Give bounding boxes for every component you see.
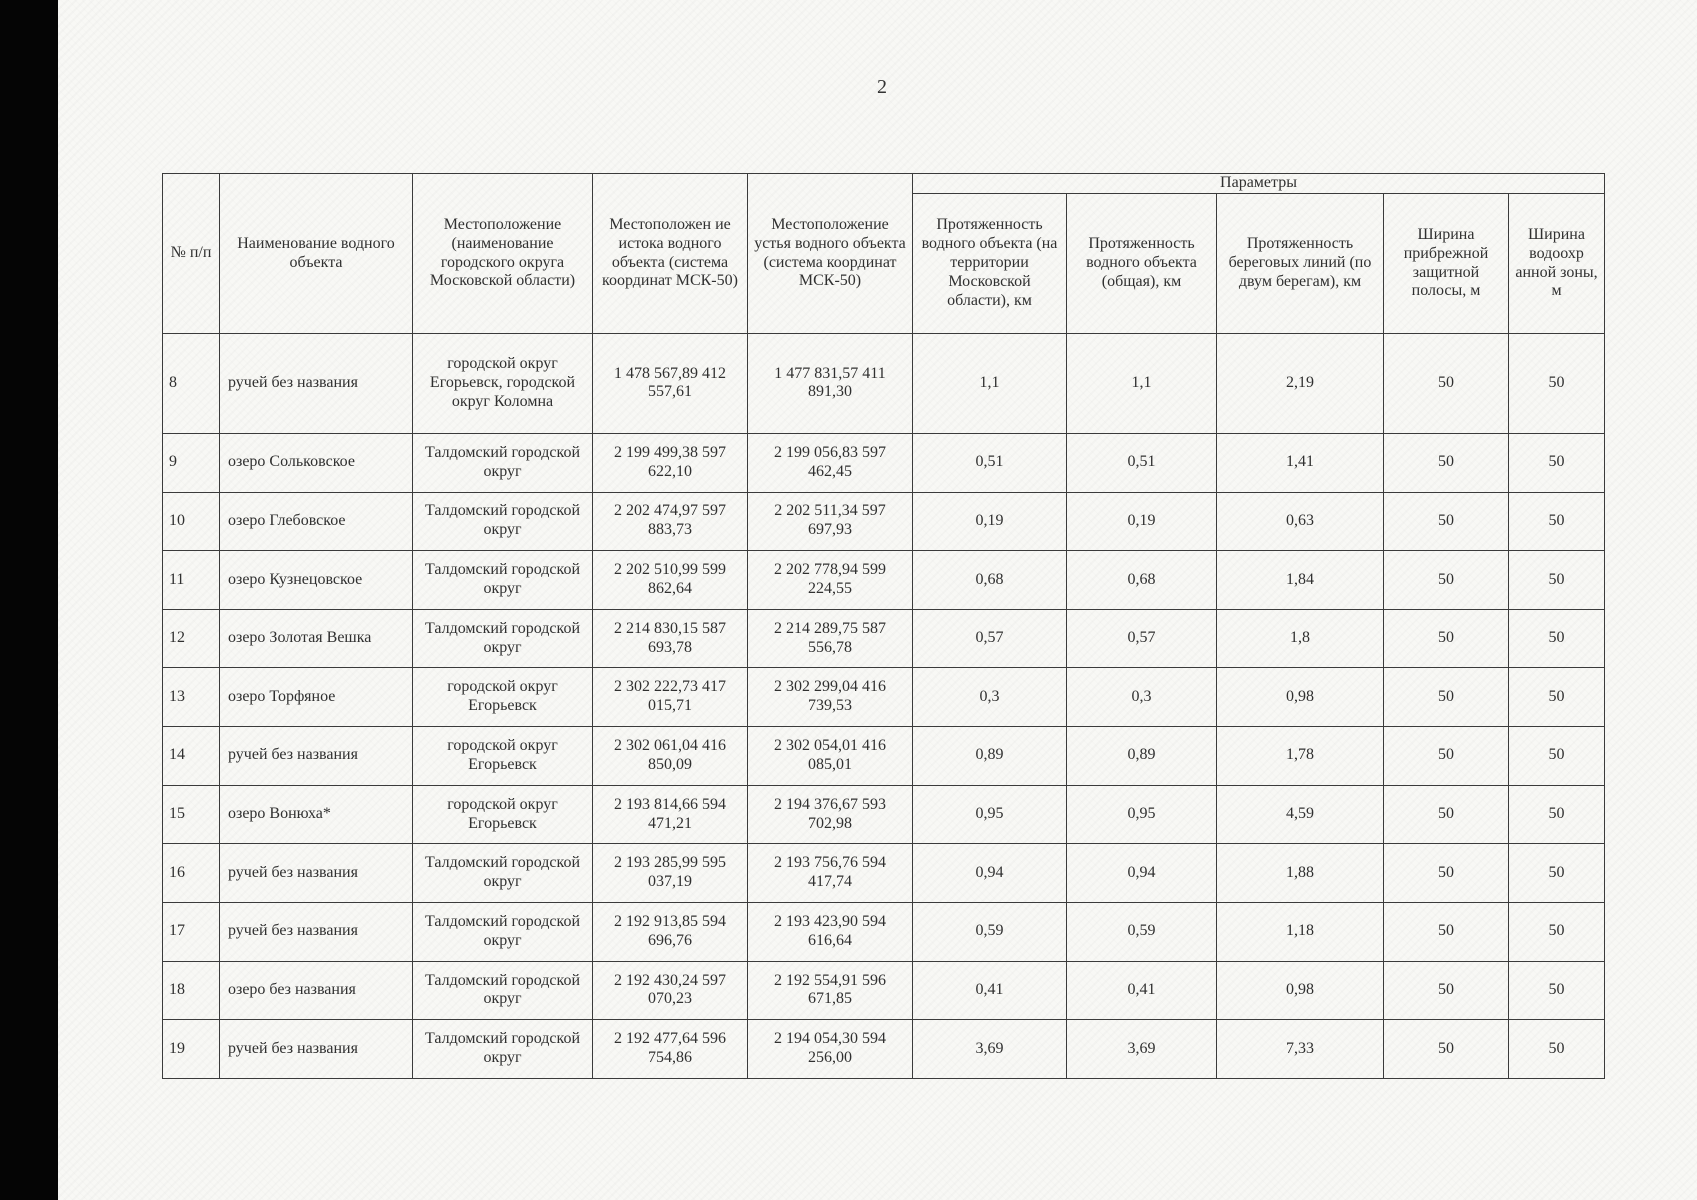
cell-name: озеро без названия — [220, 961, 413, 1020]
table-row — [163, 334, 1605, 434]
cell-protection-zone: 50 — [1509, 492, 1605, 551]
cell-location: Талдомский городской округ — [413, 433, 593, 492]
cell-location: Талдомский городской округ — [413, 551, 593, 610]
table-row — [163, 844, 1605, 903]
table-row — [163, 785, 1605, 844]
cell-num: 13 — [163, 668, 220, 727]
table-row — [163, 903, 1605, 962]
cell-length-region: 0,89 — [913, 727, 1067, 786]
cell-protection-zone: 50 — [1509, 551, 1605, 610]
cell-shoreline: 1,78 — [1217, 727, 1384, 786]
cell-name: ручей без названия — [220, 903, 413, 962]
header-shoreline: Протяженность береговых линий (по двум берегам), км — [1217, 194, 1384, 334]
table-row — [163, 668, 1605, 727]
cell-name: озеро Кузнецовское — [220, 551, 413, 610]
cell-location: Талдомский городской округ — [413, 961, 593, 1020]
cell-source: 2 193 285,99 595 037,19 — [593, 844, 748, 903]
cell-length-region: 0,94 — [913, 844, 1067, 903]
cell-name: озеро Золотая Вешка — [220, 609, 413, 668]
cell-mouth: 2 214 289,75 587 556,78 — [748, 609, 913, 668]
cell-source: 2 214 830,15 587 693,78 — [593, 609, 748, 668]
header-protection-zone: Ширина водоохр анной зоны, м — [1509, 194, 1605, 334]
cell-protection-zone: 50 — [1509, 844, 1605, 903]
cell-location: Талдомский городской округ — [413, 903, 593, 962]
cell-length-total: 0,51 — [1067, 433, 1217, 492]
cell-source: 2 199 499,38 597 622,10 — [593, 433, 748, 492]
cell-protection-zone: 50 — [1509, 903, 1605, 962]
cell-coastal-strip: 50 — [1384, 1020, 1509, 1079]
cell-mouth: 2 194 376,67 593 702,98 — [748, 785, 913, 844]
cell-length-region: 0,3 — [913, 668, 1067, 727]
cell-mouth: 2 193 756,76 594 417,74 — [748, 844, 913, 903]
cell-shoreline: 1,18 — [1217, 903, 1384, 962]
cell-protection-zone: 50 — [1509, 1020, 1605, 1079]
header-source: Местоположен ие истока водного объекта (система координат МСК-50) — [593, 174, 748, 334]
cell-name: ручей без названия — [220, 844, 413, 903]
cell-protection-zone: 50 — [1509, 668, 1605, 727]
table-row — [163, 551, 1605, 610]
cell-mouth: 2 202 778,94 599 224,55 — [748, 551, 913, 610]
cell-length-total: 0,3 — [1067, 668, 1217, 727]
cell-length-region: 3,69 — [913, 1020, 1067, 1079]
header-mouth: Местоположение устья водного объекта (система координат МСК-50) — [748, 174, 913, 334]
cell-mouth: 2 202 511,34 597 697,93 — [748, 492, 913, 551]
cell-length-region: 0,19 — [913, 492, 1067, 551]
header-location: Местоположение (наименование городского округа Московской области) — [413, 174, 593, 334]
cell-shoreline: 1,8 — [1217, 609, 1384, 668]
header-length-region: Протяженность водного объекта (на территории Московской области), км — [913, 194, 1067, 334]
cell-length-region: 0,57 — [913, 609, 1067, 668]
cell-num: 19 — [163, 1020, 220, 1079]
cell-mouth: 2 199 056,83 597 462,45 — [748, 433, 913, 492]
cell-shoreline: 1,84 — [1217, 551, 1384, 610]
cell-coastal-strip: 50 — [1384, 609, 1509, 668]
cell-location: Талдомский городской округ — [413, 492, 593, 551]
cell-num: 9 — [163, 433, 220, 492]
cell-name: озеро Торфяное — [220, 668, 413, 727]
cell-num: 15 — [163, 785, 220, 844]
cell-num: 11 — [163, 551, 220, 610]
water-objects-table — [162, 173, 1605, 1079]
header-coastal-strip: Ширина прибрежной защитной полосы, м — [1384, 194, 1509, 334]
cell-length-region: 0,41 — [913, 961, 1067, 1020]
cell-source: 2 193 814,66 594 471,21 — [593, 785, 748, 844]
cell-source: 2 202 510,99 599 862,64 — [593, 551, 748, 610]
cell-location: Талдомский городской округ — [413, 844, 593, 903]
cell-length-region: 1,1 — [913, 334, 1067, 434]
cell-length-total: 0,94 — [1067, 844, 1217, 903]
cell-coastal-strip: 50 — [1384, 492, 1509, 551]
cell-coastal-strip: 50 — [1384, 727, 1509, 786]
cell-num: 16 — [163, 844, 220, 903]
cell-source: 2 302 061,04 416 850,09 — [593, 727, 748, 786]
cell-length-total: 0,41 — [1067, 961, 1217, 1020]
header-num: № п/п — [163, 174, 220, 334]
cell-name: ручей без названия — [220, 727, 413, 786]
cell-num: 12 — [163, 609, 220, 668]
cell-length-total: 3,69 — [1067, 1020, 1217, 1079]
cell-mouth: 2 302 054,01 416 085,01 — [748, 727, 913, 786]
header-name: Наименование водного объекта — [220, 174, 413, 334]
cell-shoreline: 2,19 — [1217, 334, 1384, 434]
cell-length-region: 0,68 — [913, 551, 1067, 610]
cell-name: озеро Вонюха* — [220, 785, 413, 844]
cell-length-total: 0,19 — [1067, 492, 1217, 551]
cell-length-region: 0,95 — [913, 785, 1067, 844]
cell-num: 8 — [163, 334, 220, 434]
cell-shoreline: 0,63 — [1217, 492, 1384, 551]
table-row — [163, 1020, 1605, 1079]
cell-coastal-strip: 50 — [1384, 433, 1509, 492]
table-row — [163, 492, 1605, 551]
cell-mouth: 2 302 299,04 416 739,53 — [748, 668, 913, 727]
cell-shoreline: 1,88 — [1217, 844, 1384, 903]
cell-num: 14 — [163, 727, 220, 786]
cell-length-region: 0,51 — [913, 433, 1067, 492]
cell-name: озеро Сольковское — [220, 433, 413, 492]
cell-length-total: 0,68 — [1067, 551, 1217, 610]
cell-source: 2 302 222,73 417 015,71 — [593, 668, 748, 727]
cell-coastal-strip: 50 — [1384, 551, 1509, 610]
cell-length-total: 0,59 — [1067, 903, 1217, 962]
cell-coastal-strip: 50 — [1384, 961, 1509, 1020]
cell-source: 2 192 430,24 597 070,23 — [593, 961, 748, 1020]
cell-name: ручей без названия — [220, 334, 413, 434]
cell-length-total: 1,1 — [1067, 334, 1217, 434]
cell-shoreline: 0,98 — [1217, 668, 1384, 727]
cell-shoreline: 1,41 — [1217, 433, 1384, 492]
scan-border — [0, 0, 58, 1200]
cell-coastal-strip: 50 — [1384, 844, 1509, 903]
cell-length-region: 0,59 — [913, 903, 1067, 962]
table-row — [163, 961, 1605, 1020]
cell-protection-zone: 50 — [1509, 609, 1605, 668]
cell-source: 2 192 913,85 594 696,76 — [593, 903, 748, 962]
header-length-total: Протяженность водного объекта (общая), км — [1067, 194, 1217, 334]
table-row — [163, 727, 1605, 786]
cell-source: 2 202 474,97 597 883,73 — [593, 492, 748, 551]
cell-num: 18 — [163, 961, 220, 1020]
cell-length-total: 0,95 — [1067, 785, 1217, 844]
cell-name: ручей без названия — [220, 1020, 413, 1079]
cell-coastal-strip: 50 — [1384, 785, 1509, 844]
cell-location: городской округ Егорьевск — [413, 785, 593, 844]
table-row — [163, 609, 1605, 668]
cell-coastal-strip: 50 — [1384, 903, 1509, 962]
cell-shoreline: 7,33 — [1217, 1020, 1384, 1079]
table-body — [163, 334, 1605, 1079]
cell-length-total: 0,57 — [1067, 609, 1217, 668]
cell-protection-zone: 50 — [1509, 433, 1605, 492]
cell-protection-zone: 50 — [1509, 727, 1605, 786]
cell-name: озеро Глебовское — [220, 492, 413, 551]
cell-length-total: 0,89 — [1067, 727, 1217, 786]
page-number: 2 — [877, 76, 887, 98]
cell-num: 17 — [163, 903, 220, 962]
header-params: Параметры — [913, 174, 1605, 194]
cell-location: городской округ Егорьевск — [413, 727, 593, 786]
cell-mouth: 2 192 554,91 596 671,85 — [748, 961, 913, 1020]
cell-mouth: 2 194 054,30 594 256,00 — [748, 1020, 913, 1079]
cell-location: Талдомский городской округ — [413, 609, 593, 668]
cell-source: 2 192 477,64 596 754,86 — [593, 1020, 748, 1079]
cell-source: 1 478 567,89 412 557,61 — [593, 334, 748, 434]
cell-coastal-strip: 50 — [1384, 668, 1509, 727]
table-row — [163, 433, 1605, 492]
cell-num: 10 — [163, 492, 220, 551]
cell-location: Талдомский городской округ — [413, 1020, 593, 1079]
cell-protection-zone: 50 — [1509, 785, 1605, 844]
cell-shoreline: 0,98 — [1217, 961, 1384, 1020]
cell-coastal-strip: 50 — [1384, 334, 1509, 434]
cell-location: городской округ Егорьевск, городской округ Коломна — [413, 334, 593, 434]
cell-protection-zone: 50 — [1509, 961, 1605, 1020]
cell-protection-zone: 50 — [1509, 334, 1605, 434]
cell-mouth: 2 193 423,90 594 616,64 — [748, 903, 913, 962]
cell-mouth: 1 477 831,57 411 891,30 — [748, 334, 913, 434]
cell-location: городской округ Егорьевск — [413, 668, 593, 727]
cell-shoreline: 4,59 — [1217, 785, 1384, 844]
